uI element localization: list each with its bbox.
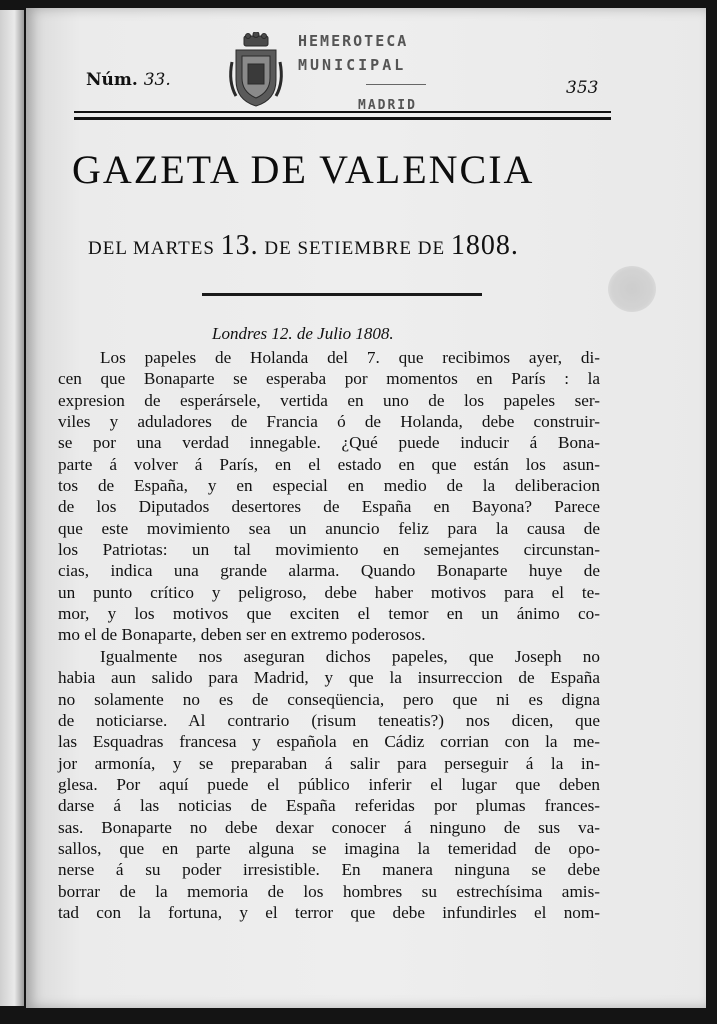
article-body: [58, 347, 600, 923]
facing-page-edge: [0, 10, 24, 1006]
title-rule: [202, 293, 482, 296]
article-line: de noticiarse. Al contrario (risum teneatis?) nos dicen, que: [58, 710, 600, 730]
article-line: que este movimiento sea un anuncio feliz para la causa de: [58, 518, 600, 538]
issue-number-label: Núm.: [86, 70, 138, 90]
date-day: 13.: [220, 230, 259, 261]
article-line: cias, indica una grande alarma. Quando Bonaparte huye de: [58, 561, 600, 581]
article-line: jor armonía, y se preparaban á salir para perseguir á la in-: [58, 753, 600, 773]
article-line: cen que Bonaparte se esperaba por momentos en París : la: [58, 369, 600, 389]
article-line: expresion de esperársele, vertida en uno de los papeles ser-: [58, 390, 600, 410]
newspaper-page: [26, 8, 706, 1008]
article-line: se por una verdad innegable. ¿Qué puede inducir á Bona-: [58, 433, 600, 453]
article-line: tad con la fortuna, y el terror que debe infundirles el nom-: [58, 902, 600, 922]
article-line: parte á volver á París, en el estado en que están los asun-: [58, 454, 600, 474]
date-weekday: DEL MARTES: [88, 238, 215, 259]
coat-of-arms-icon: [226, 32, 286, 110]
issue-number-value: 33.: [143, 70, 171, 90]
date-month: DE SETIEMBRE DE: [264, 238, 446, 259]
article-line: las Esquadras francesa y española en Cádiz corrian con la me-: [58, 732, 600, 752]
page-number: 353: [566, 78, 599, 98]
article-line: de los Diputados desertores de España en Bayona? Parece: [58, 497, 600, 517]
issue-number: [86, 70, 171, 90]
article-line: mor, y los motivos que exciten el temor en un ánimo co-: [58, 604, 600, 624]
article-line: sallos, que en parte alguna se imagina la temeridad de opo-: [58, 838, 600, 858]
stamp-divider: [366, 84, 426, 85]
article-line: Los papeles de Holanda del 7. que recibimos ayer, di-: [100, 348, 600, 367]
article-line: viles y aduladores de Francia ó de Holanda, debe construir-: [58, 412, 600, 432]
article-line: borrar de la memoria de los hombres su estrechísima amis-: [58, 881, 600, 901]
article-line: habia aun salido para Madrid, y que la insurreccion de España: [58, 668, 600, 688]
article-line: un punto crítico y peligroso, debe haber motivos para el te-: [58, 582, 600, 602]
stamp-line-2: MUNICIPAL: [298, 56, 407, 74]
article-dateline: Londres 12. de Julio 1808.: [212, 324, 394, 343]
article-line: no solamente no es de conseqüencia, pero que ni es digna: [58, 689, 600, 709]
article-line: tos de España, y en especial en medio de la deliberacion: [58, 476, 600, 496]
article-line: sas. Bonaparte no debe dexar conocer á ninguno de sus va-: [58, 817, 600, 837]
article-line: nerse á su poder irresistible. En manera ninguna se debe: [58, 860, 600, 880]
issue-date: [88, 230, 608, 262]
header-double-rule: [74, 111, 611, 120]
newspaper-title: GAZETA DE VALENCIA: [72, 147, 535, 192]
article-line: mo el de Bonaparte, deben ser en extremo poderosos.: [58, 625, 426, 645]
paper-stain: [608, 266, 656, 312]
date-year: 1808.: [450, 230, 519, 261]
article-line: glesa. Por aquí puede el público inferir el lugar que deben: [58, 774, 600, 794]
article-line: los Patriotas: un tal movimiento en semejantes circunstan-: [58, 540, 600, 560]
article-line: Igualmente nos aseguran dichos papeles, que Joseph no: [100, 646, 600, 666]
article-line: darse á las noticias de España referidas por plumas frances-: [58, 796, 600, 816]
stamp-line-1: HEMEROTECA: [298, 32, 409, 50]
stamp-line-3: MADRID: [358, 98, 417, 113]
